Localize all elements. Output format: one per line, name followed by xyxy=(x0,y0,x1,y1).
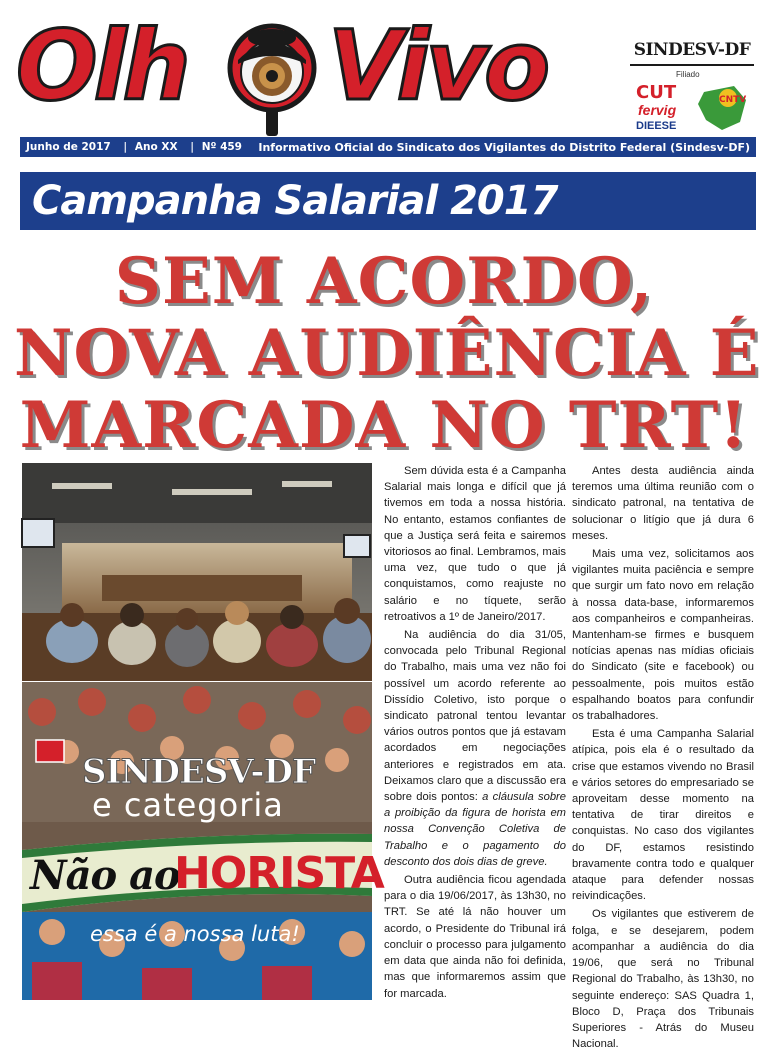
banner-text-nao-ao: Não ao xyxy=(30,852,180,899)
sindesv-logo: SINDESV-DF xyxy=(630,40,754,66)
article-column-2 xyxy=(572,463,754,1054)
banner-text-horista: HORISTA xyxy=(174,848,384,899)
eye-magnifier-icon xyxy=(222,20,322,140)
dieese-logo: DIEESE xyxy=(636,120,677,132)
article-emphasis: a cláusula sobre a proibição da figura de horista em nossa Convenção Coletiva de Trabalho e o pagamento do desconto dos dois dias de greve. xyxy=(384,791,566,868)
logo-text-olh: Olh xyxy=(16,10,187,122)
crowd-caption-category: e categoria xyxy=(92,786,284,824)
crowd-caption-slogan: essa é a nossa luta! xyxy=(90,922,300,946)
fervig-logo: fervig xyxy=(638,102,677,118)
section-title: Campanha Salarial 2017 xyxy=(20,172,756,230)
courtroom-photo xyxy=(22,463,372,681)
filiado-label: Filiado xyxy=(676,70,700,79)
issue-info-bar xyxy=(20,137,756,157)
article-paragraph: Mais uma vez, solicitamos aos vigilantes muita paciência e sempre que surgir um fato novo em relação à nossa data-base, informaremos aos companheiros e companheiras. Mantenham-se firmes e busquem notícias apenas nas mídias oficiais do Sindicato (site e facebook) ou pessoalmente, pois muitos estão espalhando boatos para confundir os trabalhadores. xyxy=(572,548,754,723)
article-text: Na audiência do dia 31/05, convocada pelo Tribunal Regional do Trabalho, mais uma vez não foi possível um acordo referente ao Dissídio Coletivo, isto porque o sindicato patronal tentou levantar vários outros pontos que já estavam acordados em negociações anteriores e registrados em ata. Deixamos claro que a discussão era sobre dois pontos: xyxy=(384,629,566,804)
publication-tagline: Informativo Oficial do Sindicato dos Vigilantes do Distrito Federal (Sindesv-DF) xyxy=(258,140,750,154)
issue-year: Ano XX xyxy=(134,141,178,153)
headline-line-2: NOVA AUDIÊNCIA É xyxy=(14,316,760,391)
issue-number: Nº 459 xyxy=(201,141,242,153)
article-paragraph: Os vigilantes que estiverem de folga, e se desejarem, podem acompanhar a audiência do dia 19/06, que será no Tribunal Regional do Trabalho, às 13h30, no seguinte endereço: SAS Quadra 1, Bloco D, Praça dos Tribunais Superiores - Atrás do Museu Nacional. xyxy=(572,908,754,1051)
issue-date: Junho de 2017 xyxy=(26,141,111,153)
article-paragraph: Sem dúvida esta é a Campanha Salarial mais longa e difícil que já tivemos em toda a nossa história. No entanto, estamos confiantes de que a Justiça será feita e sairemos vitoriosos ao final. Lembramos, mais uma vez, que tudo o que já conquistamos, como reajuste no salário e no tíquete, serão retroativos a 1º de Janeiro/2017. xyxy=(384,465,566,623)
crowd-protest-photo xyxy=(22,682,384,1000)
masthead xyxy=(0,0,768,135)
headline-line-1: SEM ACORDO, xyxy=(114,244,654,319)
separator: | xyxy=(123,141,128,153)
article-column-1 xyxy=(384,463,566,1004)
headline xyxy=(14,244,760,463)
logo-text-vivo: Vivo xyxy=(328,10,547,122)
issue-meta xyxy=(26,141,246,153)
separator: | xyxy=(190,141,195,153)
article-paragraph xyxy=(384,627,566,870)
article-paragraph: Antes desta audiência ainda teremos uma última reunião com o sindicato patronal, na tentativa de solucionar o litígio que já dura 6 meses. xyxy=(572,465,754,542)
cut-logo: CUT xyxy=(636,82,677,103)
cntv-logo-text: CNTV xyxy=(719,95,747,105)
crowd-caption-union: SINDESV-DF xyxy=(82,752,316,792)
cntv-logo xyxy=(694,82,750,132)
article-paragraph: Esta é uma Campanha Salarial atípica, pois ela é o resultado da crise que estamos vivendo no Brasil e vários setores do empresariado se aproveitam desse momento na tentativa de tirar direitos e conquistas. No caso dos vigilantes do DF, estamos resistindo bravamente contra todo e qualquer ataque para defender nossas reivindicações. xyxy=(572,728,754,903)
article-paragraph: Outra audiência ficou agendada para o dia 19/06/2017, às 13h30, no TRT. Se até lá não houver um acordo, o Presidente do Tribunal irá concluir o processo para julgamento em data que ainda não foi definida, mas que informaremos assim que for marcada. xyxy=(384,874,566,1000)
headline-line-3: MARCADA NO TRT! xyxy=(19,388,749,463)
affiliation-logos xyxy=(624,30,759,135)
